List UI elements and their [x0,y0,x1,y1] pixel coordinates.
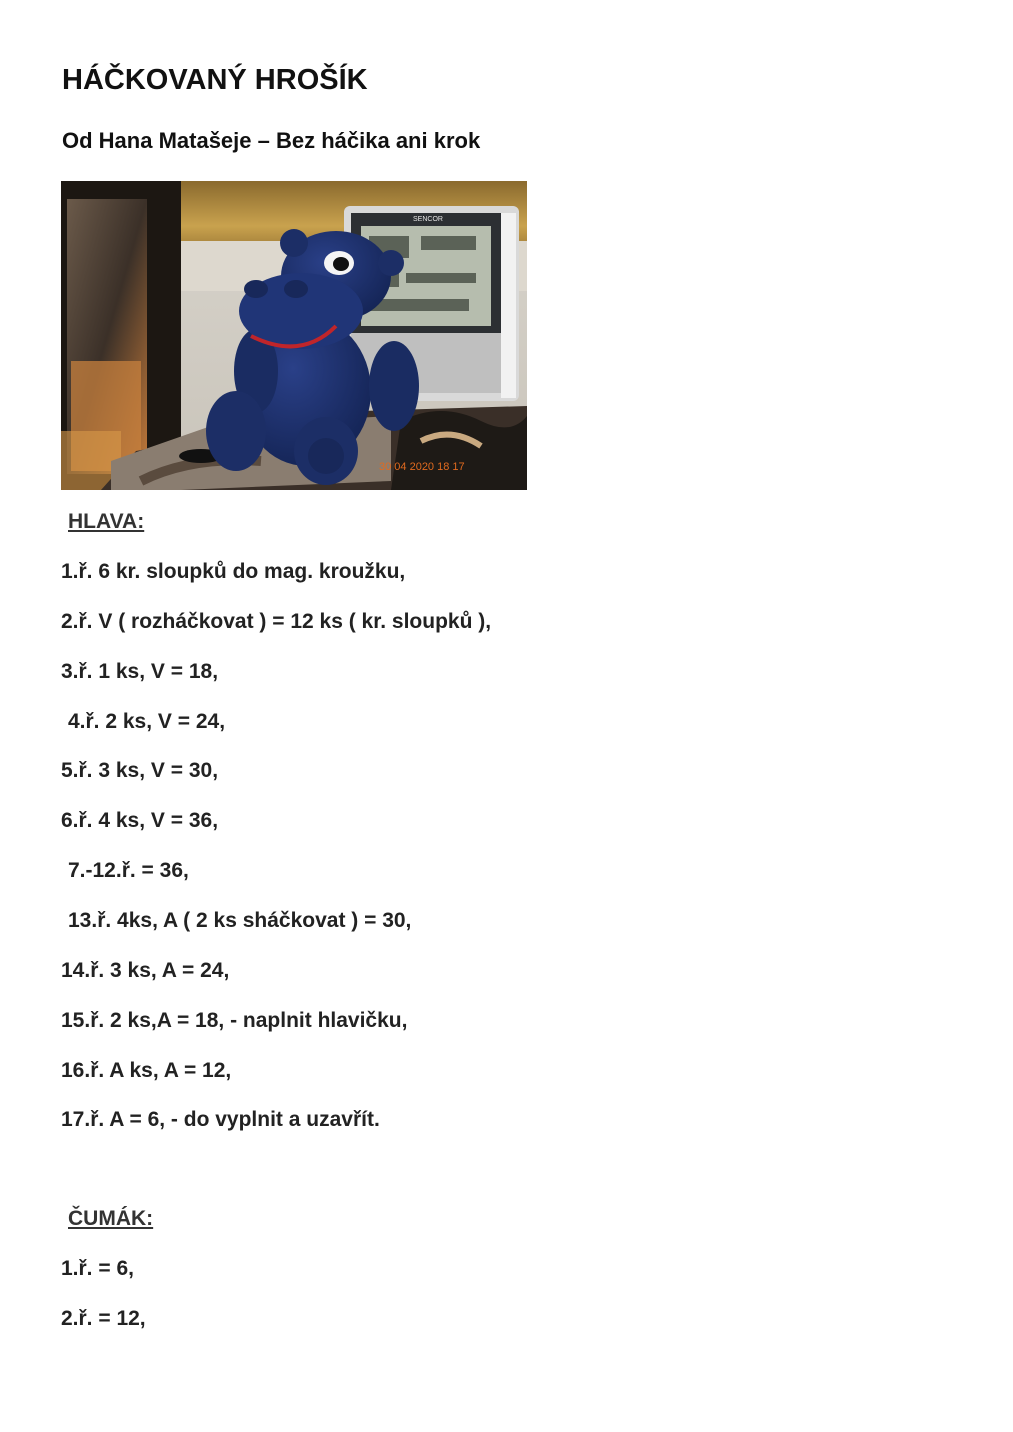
pattern-row: 3.ř. 1 ks, V = 18, [61,660,219,683]
document-title: HÁČKOVANÝ HROŠÍK [62,64,368,96]
pattern-row: 14.ř. 3 ks, A = 24, [61,959,230,982]
pattern-row: 17.ř. A = 6, - do vyplnit a uzavřít. [61,1108,380,1131]
hippo-photo [61,181,527,490]
photo-date-stamp: 30 04 2020 18 17 [379,461,465,473]
clock-brand-label: SENCOR [413,216,443,223]
pattern-row: 15.ř. 2 ks,A = 18, - naplnit hlavičku, [61,1009,408,1032]
pattern-row: 4.ř. 2 ks, V = 24, [68,710,226,733]
pattern-row: 5.ř. 3 ks, V = 30, [61,759,219,782]
section-heading: HLAVA: [68,510,145,533]
pattern-row: 6.ř. 4 ks, V = 36, [61,809,219,832]
pattern-row: 1.ř. 6 kr. sloupků do mag. kroužku, [61,560,406,583]
section-heading: ČUMÁK: [68,1207,154,1230]
pattern-row: 2.ř. = 12, [61,1307,146,1330]
pattern-row: 7.-12.ř. = 36, [68,859,189,882]
pattern-row: 2.ř. V ( rozháčkovat ) = 12 ks ( kr. sloupků ), [61,610,492,633]
pattern-row: 16.ř. A ks, A = 12, [61,1059,232,1082]
document-byline: Od Hana Matašeje – Bez háčika ani krok [62,128,481,153]
pattern-row: 1.ř. = 6, [61,1257,134,1280]
pattern-row: 13.ř. 4ks, A ( 2 ks sháčkovat ) = 30, [68,909,412,932]
